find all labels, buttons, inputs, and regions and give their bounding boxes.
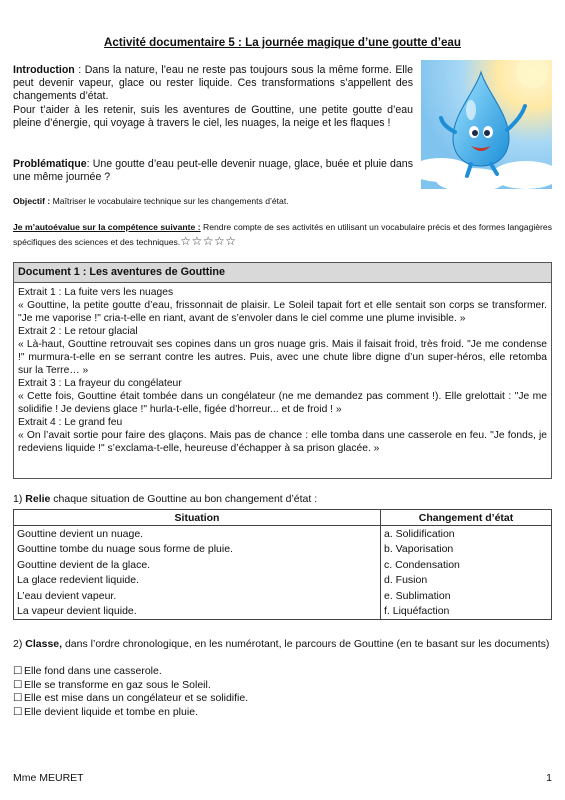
change-cell[interactable]: d. Fusion [381, 573, 552, 588]
extract-2-text: « Là-haut, Gouttine retrouvait ses copines dans un gros nuage gris. Mais il faisait froid, très froid. "Je me condense !" murmura-t-elle en se serrant contre les autres. Puis, avec une chute libre digne d’un super-héros, elle retomba sur la Terre… » [18, 339, 547, 376]
list-item-label: Elle fond dans une casserole. [24, 665, 162, 677]
list-item [13, 706, 552, 720]
document-1-box [13, 262, 552, 479]
extract-2-title: Extrait 2 : Le retour glacial [18, 326, 138, 337]
checkbox-icon[interactable]: ☐ [13, 678, 23, 691]
table-row [14, 542, 552, 557]
list-item-label: Elle se transforme en gaz sous le Soleil. [24, 678, 211, 691]
question-1-number: 1) [13, 493, 26, 505]
extract-1-title: Extrait 1 : La fuite vers les nuages [18, 287, 174, 298]
document-1-header: Document 1 : Les aventures de Gouttine [14, 263, 551, 283]
change-cell[interactable]: a. Solidification [381, 526, 552, 542]
table-row [14, 557, 552, 572]
table-row [14, 573, 552, 588]
intro-label: Introduction [13, 64, 75, 76]
column-header-change: Changement d’état [381, 510, 552, 526]
rating-stars[interactable]: ☆☆☆☆☆ [180, 234, 237, 248]
change-cell[interactable]: e. Sublimation [381, 588, 552, 603]
intro-text-2: Pour t’aider à les retenir, suis les aventures de Gouttine, une petite goutte d’eau pleine d’énergie, qui voyage à travers le ciel, les nuages, la neige et les flaques ! [13, 103, 413, 129]
problem-statement [13, 158, 413, 184]
situation-cell[interactable]: La vapeur devient liquide. [14, 603, 381, 619]
situation-cell[interactable]: L’eau devient vapeur. [14, 588, 381, 603]
question-2-text: dans l’ordre chronologique, en les numérotant, le parcours de Gouttine (en te basant sur les documents) [62, 638, 550, 650]
list-item [13, 679, 552, 693]
list-item-label: Elle devient liquide et tombe en pluie. [24, 705, 198, 718]
water-drop-illustration [421, 60, 552, 189]
question-2-number: 2) [13, 638, 26, 650]
list-item [13, 692, 552, 706]
change-cell[interactable]: c. Condensation [381, 557, 552, 572]
introduction [13, 64, 413, 130]
question-1-text: chaque situation de Gouttine au bon changement d’état : [50, 493, 318, 505]
chronology-list [13, 665, 552, 719]
matching-table [13, 509, 552, 620]
objective-text: Maîtriser le vocabulaire technique sur les changements d’état. [50, 196, 289, 206]
extract-3-title: Extrait 3 : La frayeur du congélateur [18, 378, 182, 389]
table-row [14, 588, 552, 603]
problem-text: : Une goutte d’eau peut-elle devenir nuage, glace, buée et pluie dans une même journée ? [13, 158, 413, 184]
extract-4-title: Extrait 4 : Le grand feu [18, 417, 123, 428]
table-header-row [14, 510, 552, 526]
document-1-body [14, 283, 551, 455]
list-item [13, 665, 552, 679]
question-1 [13, 493, 552, 505]
objective-label: Objectif : [13, 196, 51, 206]
question-1-verb: Relie [25, 493, 51, 505]
intro-text: : Dans la nature, l’eau ne reste pas toujours sous la même forme. Elle peut devenir vapeur, glace ou rester liquide. Ces transformations s’appellent des changements d’état. [13, 64, 413, 103]
situation-cell[interactable]: Gouttine devient un nuage. [14, 526, 381, 542]
question-2-verb: Classe, [25, 638, 63, 650]
self-assessment-label: Je m’autoévalue sur la compétence suivante : [13, 222, 201, 232]
situation-cell[interactable]: Gouttine devient de la glace. [14, 557, 381, 572]
extract-4-text: « On l’avait sortie pour faire des glaçons. Mais pas de chance : elle tomba dans une casserole en feu. "Je fonds, je redeviens liquide !" s’exclama-t-elle, heureuse d’échapper à sa prison glacée. » [18, 430, 547, 454]
list-item-label: Elle est mise dans un congélateur et se solidifie. [24, 692, 249, 704]
situation-cell[interactable]: Gouttine tombe du nuage sous forme de pluie. [14, 542, 381, 557]
footer-page-number: 1 [546, 772, 552, 784]
question-2 [13, 638, 552, 651]
self-assessment [13, 220, 552, 249]
self-assessment-text: Rendre compte de ses activités en utilisant un vocabulaire précis et des formes langagières spécifiques des sciences et des techniques. [13, 222, 552, 247]
change-cell[interactable]: f. Liquéfaction [381, 603, 552, 619]
checkbox-icon[interactable]: ☐ [13, 705, 23, 718]
objective [13, 196, 552, 207]
column-header-situation: Situation [14, 510, 381, 526]
table-row [14, 603, 552, 619]
table-row [14, 526, 552, 542]
extract-3-text: « Cette fois, Gouttine était tombée dans un congélateur (ne me demandez pas comment !). Elle grelottait : "Je me solidifie ! Je deviens glace !" hurla-t-elle, figée d’horreur... et de froid ! » [18, 391, 547, 415]
problem-label: Problématique [13, 158, 87, 170]
change-cell[interactable]: b. Vaporisation [381, 542, 552, 557]
footer-author: Mme MEURET [13, 772, 84, 784]
checkbox-icon[interactable]: ☐ [13, 665, 23, 677]
page-title: Activité documentaire 5 : La journée magique d’une goutte d’eau [104, 36, 461, 49]
extract-1-text: « Gouttine, la petite goutte d’eau, frissonnait de plaisir. Le Soleil tapait fort et elle sentait son corps se transformer. "Je me vaporise !" cria-t-elle en riant, avant de s’envoler dans le ciel comme une plume invisible. » [18, 300, 547, 324]
checkbox-icon[interactable]: ☐ [13, 692, 23, 704]
situation-cell[interactable]: La glace redevient liquide. [14, 573, 381, 588]
